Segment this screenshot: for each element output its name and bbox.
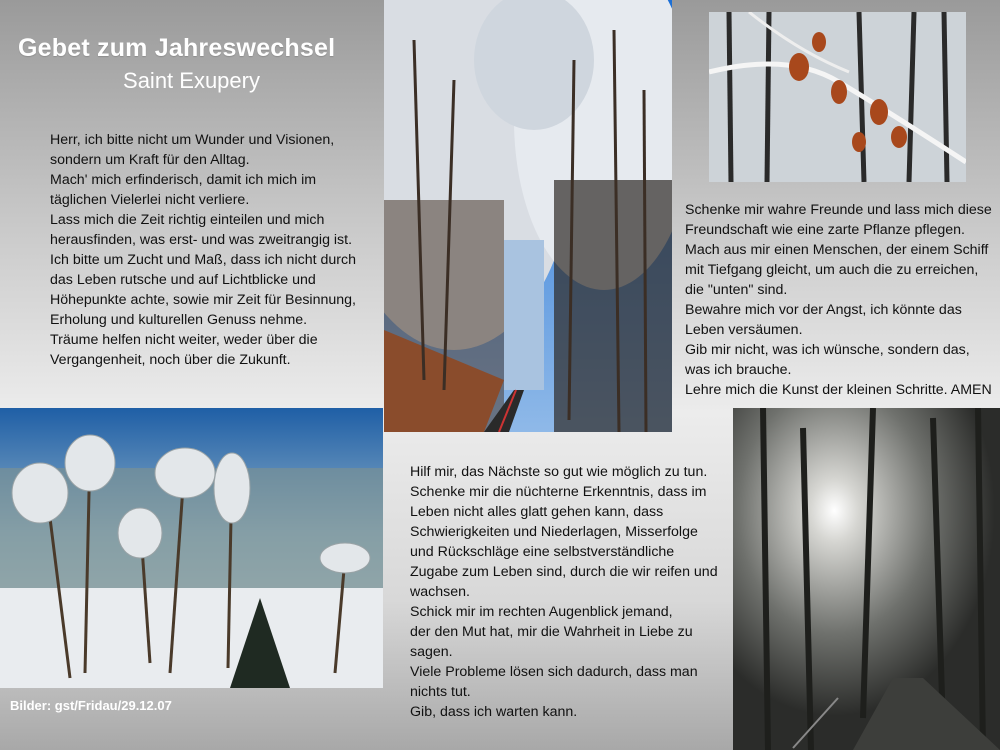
text-line: Hilf mir, das Nächste so gut wie möglich zu tun. [410, 464, 708, 480]
text-line: was ich brauche. [685, 362, 792, 378]
prayer-paragraph-center [410, 462, 720, 722]
text-line: Gib mir nicht, was ich wünsche, sondern das, [685, 342, 970, 358]
text-line: mit Tiefgang gleicht, um auch die zu erreichen, [685, 262, 979, 278]
photo-snowy-forest-road [384, 0, 672, 432]
text-line: wachsen. [410, 584, 470, 600]
text-line: Freundschaft wie eine zarte Pflanze pflegen. [685, 222, 965, 238]
text-line: Schenke mir die nüchterne Erkenntnis, dass im [410, 484, 707, 500]
text-line: Vergangenheit, noch über die Zukunft. [50, 352, 291, 368]
text-line: Höhepunkte achte, sowie mir Zeit für Besinnung, [50, 292, 356, 308]
photo-misty-forest-sun [733, 408, 1000, 750]
text-line: Bewahre mich vor der Angst, ich könnte das [685, 302, 962, 318]
text-line: und Rückschläge eine selbstverständliche [410, 544, 675, 560]
text-line: nichts tut. [410, 684, 471, 700]
text-line: Erholung und kulturellen Genuss nehme. [50, 312, 308, 328]
text-line: Träume helfen nicht weiter, weder über die [50, 332, 318, 348]
text-line: der den Mut hat, mir die Wahrheit in Liebe zu [410, 624, 693, 640]
page-title: Gebet zum Jahreswechsel [18, 34, 336, 62]
text-line: Schenke mir wahre Freunde und lass mich diese [685, 202, 992, 218]
text-line: Herr, ich bitte nicht um Wunder und Visionen, [50, 132, 335, 148]
text-line: täglichen Vielerlei nicht verliere. [50, 192, 250, 208]
text-line: sondern um Kraft für den Alltag. [50, 152, 250, 168]
text-line: herausfinden, was erst- und was zweitrangig ist. [50, 232, 353, 248]
text-line: Zugabe zum Leben sind, durch die wir reifen und [410, 564, 718, 580]
page-subtitle: Saint Exupery [123, 68, 260, 93]
text-line: Mach aus mir einen Menschen, der einem Schiff [685, 242, 989, 258]
text-line: Schick mir im rechten Augenblick jemand, [410, 604, 673, 620]
photo-frosted-trees-valley [0, 408, 383, 688]
prayer-paragraph-left [50, 130, 370, 370]
text-line: Mach' mich erfinderisch, damit ich mich im [50, 172, 317, 188]
text-line: Gib, dass ich warten kann. [410, 704, 578, 720]
text-line: Lehre mich die Kunst der kleinen Schritte. AMEN [685, 382, 992, 398]
text-line: das Leben rutsche und auf Lichtblicke und [50, 272, 316, 288]
text-line: Leben nicht alles glatt gehen kann, dass [410, 504, 664, 520]
photo-credit: Bilder: gst/Fridau/29.12.07 [10, 698, 172, 713]
text-line: Lass mich die Zeit richtig einteilen und mich [50, 212, 325, 228]
text-line: die "unten" sind. [685, 282, 788, 298]
text-line: Ich bitte um Zucht und Maß, dass ich nicht durch [50, 252, 356, 268]
prayer-paragraph-right [685, 200, 995, 400]
text-line: Viele Probleme lösen sich dadurch, dass man [410, 664, 698, 680]
text-line: Schwierigkeiten und Niederlagen, Misserfolge [410, 524, 698, 540]
text-line: Leben versäumen. [685, 322, 803, 338]
photo-snowy-branch [709, 12, 966, 182]
text-line: sagen. [410, 644, 453, 660]
